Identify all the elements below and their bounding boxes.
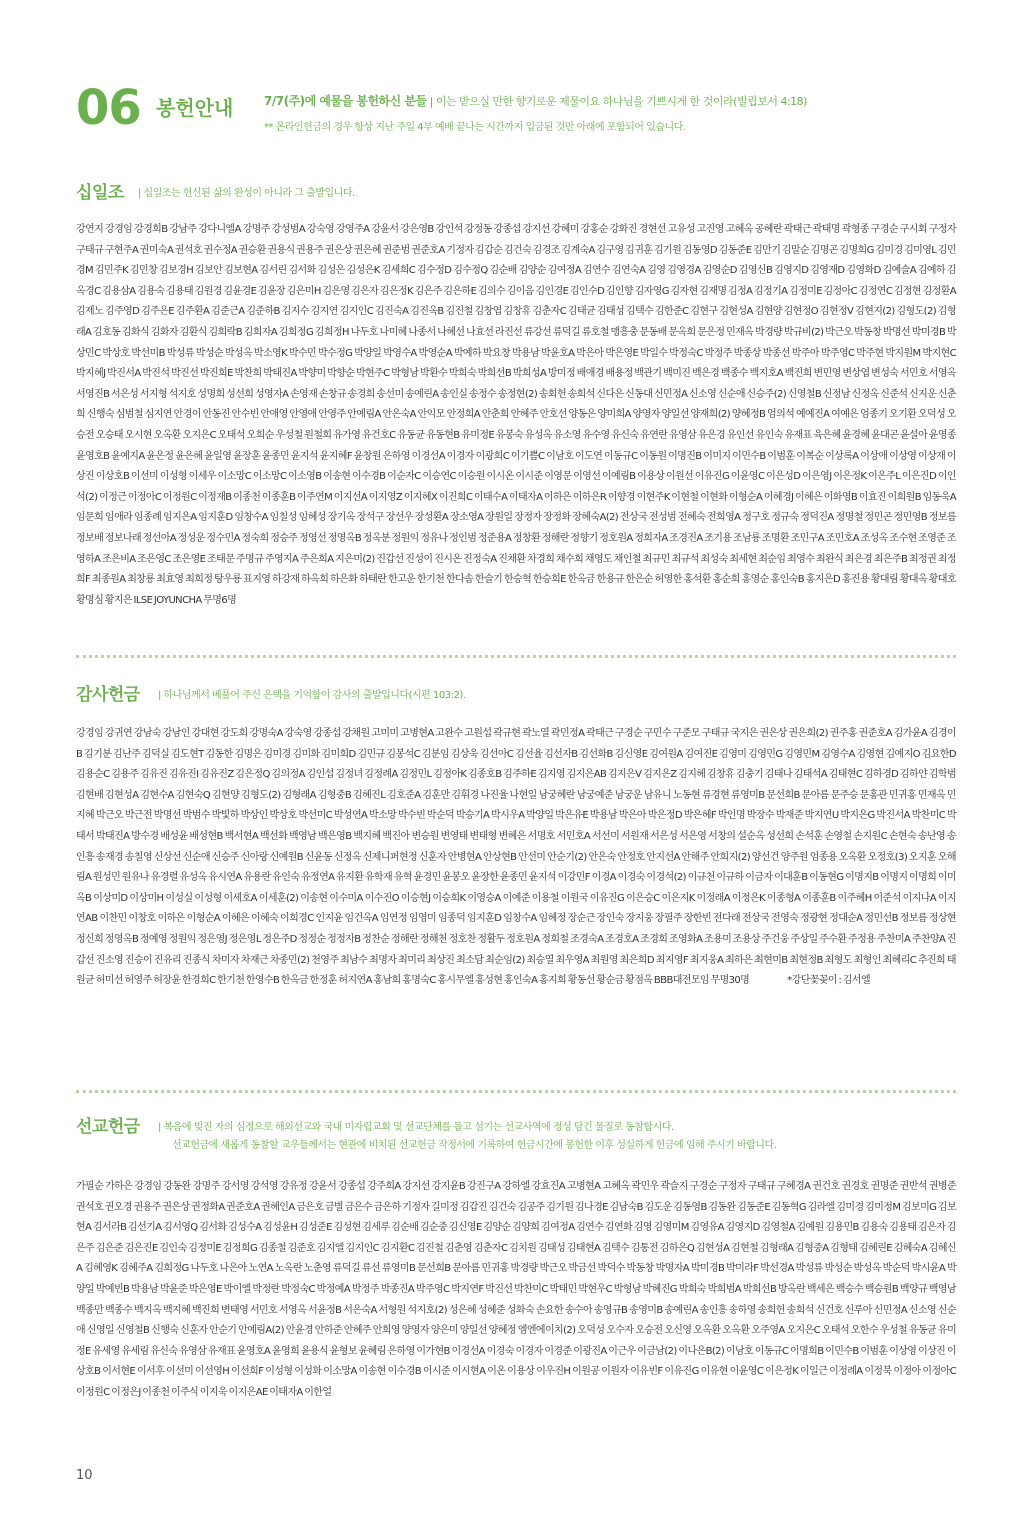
divider — [76, 655, 956, 658]
header-line-1 — [264, 92, 807, 109]
tithe-subtitle: | 십일조는 헌신된 삶의 완성이 아니라 그 출발입니다. — [138, 188, 355, 199]
tithe-names: 강연지 강경임 강경희B 강남주 강다니엘A 강명주 강성범A 강숙영 강영주A 강윤서 강은영B 강인석 강정동 강종섭 강지선 강혜미 강홍순 강화진 경현선 고유성 고진영 고혜옥 공혜란 곽태근 곽태명 곽형종 구경순 구시회 구정자 구태규 구현주A 권미숙A 권석호 권수정A 권승환 권용식 권용주 권은상 권은혜 권준범 권준호A 기정자 김갑순 김건숙 김경조 김계숙A 김구영 김귀훈 김기원 김동영D 김동준E 김만기 김말순 김명곤 김명희G 김미경 김미영L 김민경M 김민주K 김민창 김보경H 김보안 김보현A 김서린 김서화 김성은 김성은K 김세희C 김수정D 김수정Q 김순배 김양순 김여정A 김연수 김연숙A 김영 김영경A 김영순D 김영신B 김영지D 김영재D 김영화D 김예슬A 김예하 김옥경C 김용삼A 김용숙 김용태 김원경 김윤경E 김윤장 김은미H 김은영 김은자 김은정K 김은주 김은하E 김의수 김이음 김인경E 김인수D 김인향 김자영G 김자현 김재명 김정A 김정기A 김정미E 김정아C 김정연C 김정현 김정환A 김제노 김주영D 김주은E 김주환A 김준근A 김준하B 김지수 김지연 김지인C 김진숙A 김진옥B 김진철 김창엽 김창휴 김춘자C 김태균 김태성 김택수 김한준C 김현구 김현성A 김현양 김현정O 김현정V 김현지(2) 김형도(2) 김형래A 김호동 김화식 김화자 김환식 김희락B 김희자A 김희정G 김희정H 나두호 나미혜 나종서 나혜선 나효선 라진선 류강선 류덕길 류호철 맹흥충 문동배 문옥희 문은정 민재옥 박경량 박규비(2) 박근오 박동창 박명선 박미경B 박상민C 박상호 박선미B 박성류 박성순 박성옥 박소영K 박수민 박수정G 박양일 박영수A 박영순A 박예하 박요창 박용남 박윤호A 박은아 박은영E 박일수 박정숙C 박정주 박종상 박종선 박주아 박주영C 박주현 박지원M 박지현C 박지혜J 박진서A 박진석 박진선 박진희E 박찬희 박태진A 박향미 박향순 박현주C 박형남 박환수 박희숙 박희선B 박희성A 방미정 배애경 배용정 백관기 백미진 백은경 백종수 백지호A 백진희 변민영 변상엽 변성숙 서민호 서영옥 서영진B 서은성 서지형 석지호 성명희 성선희 성영자A 손영재 손창규 송경희 송선미 송예린A 송인실 송정수 송정현(2) 송회헌 송희석 신다은 신동대 신민정A 신소영 신순애 신승주(2) 신영철B 신정남 신정옥 신준석 신지운 신춘희 신행숙 심범철 심지연 안경이 안동진 안수빈 안애영 안영애 안영주 안예림A 안은숙A 안익모 안정희A 안춘희 안혜주 안호선 양동은 양미희A 양영자 양일선 양재희(2) 양혜정B 엄의석 예예진A 여예은 엄종기 오기환 오덕성 오승전 오승태 오시현 오옥환 오지은C 오태석 오희순 우성철 원철희 유가영 유건호C 유동균 유동현B 유미정E 유봉숙 유성옥 유소영 유수영 유신숙 유연란 유영삼 유은경 유인선 유인숙 유재표 육은혜 윤경혜 윤대곤 윤설아 윤영종 윤영호B 윤예지A 윤은정 윤은혜 윤일영 윤장훈 윤종민 윤지석 윤지혜F 윤창원 은하영 이경선A 이경자 이광희C 이기쁨C 이남호 이도연 이동규C 이동원 이명진B 이미지 이민수B 이범훈 이복순 이상록A 이상애 이상영 이상재 이상진 이상호B 이선미 이성형 이세우 이소망C 이소망C 이소영B 이송현 이수경B 이순자C 이승연C 이승원 이시온 이시준 이영문 이영선 이예림B 이용상 이원선 이유진G 이윤영C 이은성D 이은영J 이은정K 이은주L 이은진D 이인석(2) 이정근 이정아C 이정원C 이정재B 이종천 이종훈B 이주연M 이지선A 이지영Z 이지혜X 이진희C 이태수A 이태자A 이하은 이하은R 이향경 이현주K 이현철 이현화 이형순A 이혜경J 이혜은 이화영B 이효진 이희원B 임동욱A 임문희 임애라 임종례 임지은A 임지훈D 임창수A 임칠성 임혜성 장기옥 장석구 장선우 장성환A 장소영A 장원일 장정자 장정화 장혜숙A(2) 전상국 전성범 전혜숙 전희영A 정구호 정규숙 정덕진A 정명철 정민곤 정민영B 정보름 정보배 정보나래 정선아A 정성운 정수민A 정숙희 정승주 정영선 정영옥B 정옥분 정원익 정유나 정인범 정준용A 정창환 정해란 정향기 정호원A 정희자A 조경진A 조기용 조남룡 조명환 조민구A 조민호A 조성옥 조수현 조영준 조영하A 조은비A 조은영C 조은영E 조태문 주명규 주영지A 주은희A 지은미(2) 진갑선 진성이 진시온 진정숙A 진채환 차경희 채수희 채영도 채인철 최규민 최규석 최성숙 최세현 최순임 최영수 최완식 최은경 최은주B 최정권 최정희F 최종원A 최창룡 최효영 최희정 탕우룡 표지영 하강재 하옥희 하은화 하태란 한고운 한기천 한다솜 한슬기 한승혁 한승희E 한옥금 한용규 한은순 허영한 홍석환 홍순희 홍영순 홍인숙B 홍지은D 홍진용 황대림 황대옥 황대호 황명심 황지은 ILSE JOYUNCHA 무명6명 — [76, 224, 956, 606]
header-date-title: 7/7(주)에 예물을 봉헌하신 분들 — [264, 94, 427, 108]
section-number: 06 — [76, 80, 141, 136]
mission-title: 선교헌금 — [76, 1117, 140, 1137]
mission-subtitle-2: 선교헌금에 새롭게 동참할 교우들께서는 현관에 비치된 선교헌금 작정서에 기록하여 헌금시간에 봉헌한 이후 성실하게 헌금에 임해 주시기 바랍니다. — [172, 1140, 777, 1151]
header-note: ** 온라인헌금의 경우 항상 지난 주일 4부 예배 끝나는 시간까지 입금된 것만 아래에 포함되어 있습니다. — [264, 122, 686, 133]
thanks-title: 감사헌금 — [76, 685, 140, 705]
mission-names: 가필순 가하은 강경임 강동완 강명주 강서영 강석영 강유정 강윤서 강종섭 강주희A 강지선 강지윤B 강진구A 강하엘 강효진A 고병현A 고혜옥 곽민우 곽슬지 구경순 구정자 구태규 구혜경A 권건호 권경호 권명준 권반석 권병준 권석호 권오경 권용주 권은상 권정화A 권준호A 권혜인A 금은호 금별 금은수 금은하 기정자 길미정 김갑진 김건숙 김공주 김기원 김나경E 김남숙B 김도운 김동영B 김동완 김동준E 김동혁G 김라엘 김미경 김미정M 김보미G 김보현A 김서라B 김선기A 김서영Q 김서화 김성수A 김성윤H 김성준E 김성현 김세루 김순배 김순중 김신영E 김양순 김양희 김여정A 김연수 김연화 김영 김영미M 김영유A 김영지D 김영철A 김예원 김용민B 김용숙 김용태 김은자 김은주 김은준 김은진E 김인숙 김정미E 김정희G 김종철 김준호 김지엘 김지인C 김지환C 김진철 김춘영 김춘자C 김치원 김태성 김태현A 김택수 김통전 김하은Q 김현성A 김현철 김형래A 김형중A 김형태 김혜린E 김혜숙A 김혜신A 김혜영K 김혜주A 김희정G 나두호 나은아 노연A 노옥란 노춘영 류덕길 류선 류영미B 문선희B 문아름 민귀홍 박경량 박근오 박금선 박덕수 박동창 박명자A 박미경B 박미라F 박선경A 박성류 박성순 박성옥 박순덕 박시윤A 박양일 박예빈B 박용남 박윤준 박은영E 박이엘 박정란 박정숙C 박정예A 박정주 박종진A 박주영C 박지연F 박진선 박찬미C 박태민 박현우C 박형남 박혜진G 박희숙 박희범A 박희선B 방옥란 백세은 백승수 백승원B 백양규 백영남 백종만 백종수 백지옥 백지혜 백진희 변태영 서민호 서영옥 서윤정B 서은숙A 서형원 석지호(2) 성은혜 성혜준 성화숙 손요한 송수아 송영규B 송영미B 송예린A 송인흥 송하영 송희헌 송희석 신건호 신루아 신민정A 신소영 신순애 신영일 신영철B 신행숙 신훈자 안순기 안예림A(2) 안윤경 안하준 안혜주 안희영 양영자 양은미 양일선 양혜정 엠엔에이치(2) 오덕성 오수자 오승전 오신영 오옥환 오옥환 오주영A 오지은C 오태석 오한수 우성철 유동균 유미정E 유세영 유세림 유신숙 유영삼 유재표 윤영호A 윤영희 윤용식 윤형보 윤혜림 은하영 이가현B 이경선A 이경숙 이경자 이경준 이광진A 이근우 이금남(2) 이나은B(2) 이남호 이동규C 이명희B 이민수B 이범훈 이상영 이상진 이상호B 이서현E 이서후 이선미 이선영H 이선희F 이성형 이성화 이소망A 이송현 이수경B 이시준 이시현A 이온 이용상 이우진H 이원공 이원자 이유빈F 이유진G 이유현 이윤영C 이은정K 이일근 이정례A 이정북 이정아 이정아C 이정원C 이정은J 이종천 이주식 이지욱 이지은AE 이태자A 이한얼 — [76, 1181, 956, 1398]
tithe-section — [76, 178, 956, 606]
header-separator: | — [426, 95, 436, 108]
section-title: 봉헌안내 — [156, 96, 234, 120]
thanks-names — [76, 724, 956, 992]
thanks-section — [76, 680, 956, 987]
thanks-name-list: 강경임 강귀연 강남숙 강남인 강대현 강도희 강명숙A 강숙영 강종섭 강채원 고미미 고병현A 고완수 고원섭 곽규현 곽노열 곽민정A 곽태근 구경순 구민수 구준모 구태규 국지은 권은상 권은희(2) 권주홍 권준호A 김가윤A 김경이B 김기분 김난주 김덕실 김도현T 김동한 김명은 김미경 김미화 김미희D 김민규 김봉석C 김분임 김상욱 김선아C 김선율 김선자B 김선화B 김신영E 김여원A 김여진E 김영미 김영민G 김영민M 김영수A 김영현 김예지O 김요한D 김용순C 김용주 김유진 김유진I 김유진Z 김은정Q 김의정A 김인섭 김정녀 김정례A 김정민L 김정아K 김종호B 김주하E 김지영 김지은AB 김지은V 김지은Z 김지혜 김창휴 김충기 김태나 김태석A 김태현C 김하경D 김하얀 김학범 김현배 김현성A 김현수A 김현숙Q 김현양 김형도(2) 김형래A 김형중B 김혜진L 김호준A 김훈만 김휘경 나진율 나현일 남궁혜란 남궁예준 남궁운 남유니 노동현 류경현 류영미B 문선희B 문아름 문주승 문홍관 민귀홍 민재옥 민지혜 박근오 박근전 박명선 박범수 박빛하 박상인 박상호 박선미C 박성연A 박소망 박수빈 박순덕 박승기A 박시우A 박양일 박은유E 박용남 박은아 박은정D 박은혜F 박인명 박장수 박재준 박지연U 박지은G 박진서A 박찬미C 박태서 박태진A 방수경 배성윤 배성현B 백서현A 백선화 백영남 백은영B 백지혜 백진아 변승원 변영태 변태형 변혜은 서명호 서민호A 서선미 서원재 서은성 서은영 서창의 설순옥 성선희 손석훈 손영철 손지원C 손현숙 송난영 송인흥 송재경 송칠영 신상선 신순애 신승주 신아랑 신예원B 신윤동 신정옥 신제니퍼현정 신훈자 안병현A 안상현B 안선미 안순기(2) 안은숙 안정호 안지선A 안해주 안희지(2) 양선건 양주원 엄종용 오옥환 오정호(3) 오지훈 오해림A 원성민 원유나 유경렬 유성옥 유시연A 유용란 유인숙 유정연A 유지환 유학재 유혁 윤경민 윤봉오 윤장한 윤종민 윤지석 이강민F 이경A 이경숙 이경석(2) 이규천 이규하 이금자 이대훈B 이동현G 이명지B 이명지 이명희 이미옥B 이상미D 이상미H 이성실 이성형 이세호A 이세훈(2) 이송현 이수미A 이수진O 이승현J 이승희K 이영승A 이예준 이용철 이원국 이유진G 이은승C 이은지K 이정래A 이정은K 이종형A 이종훈B 이주혜H 이준석 이지나A 이지연AB 이찬민 이창호 이하은 이형순A 이혜은 이혜숙 이희경C 인지윤 임건옥A 임연정 임영미 임종덕 임지훈D 임창수A 임혜정 장순근 장인숙 장지웅 장필주 장한빈 전다래 전상국 전영숙 정광현 정대순A 정민선B 정보름 정상현 정신희 정영옥B 정예영 정원익 정은영J 정은영L 정은주D 정정순 정정자B 정찬순 정해란 정해천 정호찬 정활두 정호원A 정희철 조경숙A 조경호A 조경희 조영화A 조용미 조용상 주건웅 주상일 주수환 주정용 주찬미A 주찬양A 진갑선 진소영 진승이 진유리 진종식 차미자 차재근 차종민(2) 천영주 최남수 최명자 최미리 최상진 최소담 최순임(2) 최승열 최우영A 최원영 최은희D 최지영F 최지웅A 최하은 최현미B 최현정B 최형도 최형인 최혜리C 추진희 태원균 허미선 허영주 허장윤 한경희C 한기천 한영수B 한옥금 한정훈 허지연A 홍남희 홍명숙C 홍시무엘 홍성현 홍인숙A 홍지희 황동선 황순금 황점옥 BBB대전모임 무명30명 — [76, 728, 956, 987]
mission-subtitle-1: | 복음에 빚진 자의 심정으로 해외선교와 국내 미자립교회 및 선교단체를 돕고 섬기는 선교사역에 정성 담긴 물질로 동참합시다. — [158, 1122, 674, 1133]
divider — [76, 1090, 956, 1093]
tithe-heading — [76, 178, 956, 204]
mission-heading — [76, 1112, 956, 1151]
thanks-subtitle: | 하나님께서 베풀어 주신 은택을 기억함이 감사의 출발입니다(시편 103:2). — [158, 690, 466, 701]
altar-flower-note: *강단꽃꽂이 : 김서엘 — [787, 975, 871, 987]
tithe-title: 십일조 — [76, 183, 124, 203]
mission-section — [76, 1112, 956, 1398]
thanks-heading — [76, 680, 956, 706]
page-header — [76, 80, 956, 138]
header-verse: 이는 받으실 만한 향기로운 제물이요 하나님을 기쁘시게 한 것이라(빌립보서 4:18) — [435, 95, 807, 108]
page-number: 10 — [76, 1468, 93, 1483]
